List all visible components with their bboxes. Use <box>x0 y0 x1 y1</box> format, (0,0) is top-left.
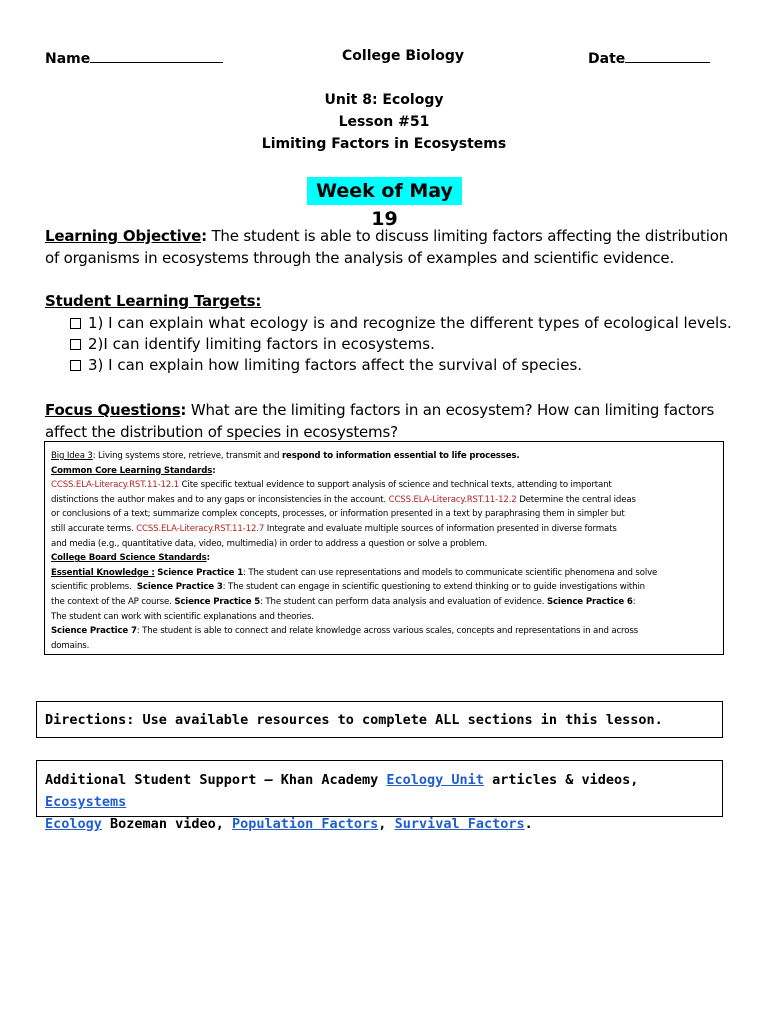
population-factors-link[interactable]: Population Factors <box>231 816 379 832</box>
practice-line: scientific problems. Science Practice 3: The student can engage in scientific questioning to extend thinking or to guide investigations within <box>51 582 645 593</box>
target-text-1: 1) I can explain what ecology is and recognize the different types of ecological levels. <box>88 314 732 332</box>
standard-line <box>51 478 717 493</box>
checkbox-3[interactable] <box>70 360 81 371</box>
course-title: College Biology <box>342 48 465 64</box>
standard-text: Determine the central ideas <box>519 494 636 505</box>
objective-text-1: The student is able to discuss limiting factors affecting the distribution <box>211 227 728 245</box>
practice-text: The student can perform data analysis and evaluation of evidence. <box>265 596 545 607</box>
standard-text: and media (e.g., quantitative data, video, multimedia) in order to address a question or solve a problem. <box>51 538 488 549</box>
practice-text: The student is able to connect and relate knowledge across various scales, concepts and representations in and across <box>142 626 638 637</box>
target-item[interactable] <box>70 334 435 355</box>
practice-line: Science Practice 7: The student is able to connect and relate knowledge across various scales, concepts and representations in and across <box>51 626 638 637</box>
name-field[interactable] <box>45 48 223 67</box>
objective-label: Learning Objective <box>45 227 202 245</box>
practice-text: scientific problems. <box>51 582 132 593</box>
target-text-2: 2)I can identify limiting factors in ecosystems. <box>88 335 435 353</box>
big-idea-label: Big Idea 3 <box>51 451 93 461</box>
target-item[interactable] <box>70 313 732 334</box>
practice-label: Science Practice 7 <box>51 626 137 637</box>
big-idea-line: Big Idea 3: Living systems store, retrieve, transmit and respond to information essential to life processes. <box>51 451 520 461</box>
practice-label: Science Practice 1 <box>157 567 244 578</box>
standard-code-1: CCSS.ELA-Literacy.RST.11-12.1 <box>51 480 180 491</box>
big-idea-text: Living systems store, retrieve, transmit and <box>98 451 280 461</box>
practice-label: Science Practice 5 <box>174 596 261 607</box>
target-item[interactable] <box>70 355 582 376</box>
ecosystems-ecology-link[interactable]: Ecosystems <box>45 794 127 810</box>
focus-text-2: affect the distribution of species in ecosystems? <box>45 423 398 441</box>
lesson-number: Lesson #51 <box>338 114 430 130</box>
standard-code-2: CCSS.ELA-Literacy.RST.11-12.2 <box>388 494 517 505</box>
date-blank[interactable] <box>625 48 710 63</box>
objective-text-2: of organisms in ecosystems through the analysis of examples and scientific evidence. <box>45 249 675 267</box>
support-text: Bozeman video, <box>110 816 224 832</box>
checkbox-1[interactable] <box>70 318 81 329</box>
practice-line <box>51 639 717 654</box>
practice-text: domains. <box>51 640 90 651</box>
standard-code-3: CCSS.ELA-Literacy.RST.11-12.7 <box>136 523 265 534</box>
ecosystems-ecology-link-cont[interactable]: Ecology <box>45 816 102 832</box>
standard-text: Cite specific textual evidence to support analysis of science and technical texts, attending to important <box>181 480 612 491</box>
standard-line <box>51 493 717 508</box>
practice-line: Essential Knowledge : Science Practice 1: The student can use representations and models to communicate scientific phenomena and solve <box>51 567 658 578</box>
lesson-title: Limiting Factors in Ecosystems <box>261 136 507 152</box>
practice-text: The student can work with scientific explanations and theories. <box>51 611 314 622</box>
focus-text-1: What are the limiting factors in an ecosystem? How can limiting factors <box>190 401 715 419</box>
standard-text: or conclusions of a text; summarize complex concepts, processes, or information presented in a text by paraphrasing them in simpler but <box>51 509 625 520</box>
standard-text: Integrate and evaluate multiple sources of information presented in diverse formats <box>266 523 617 534</box>
learning-objective: Learning Objective: The student is able to discuss limiting factors affecting the distribution of organisms in ecosystems through the analysis of examples and scientific evidence. <box>45 227 728 267</box>
support-box: Additional Student Support – Khan Academy Ecology Unit articles & videos, Ecosystems Ecology Bozeman video, Population Factors, Survival Factors. <box>36 760 723 817</box>
cb-heading: College Board Science Standards: <box>51 553 210 564</box>
practice-line: the context of the AP course. Science Practice 5: The student can perform data analysis and evaluation of evidence. Science Practice 6: <box>51 596 636 607</box>
cb-label: College Board Science Standards <box>51 553 207 564</box>
target-text-3: 3) I can explain how limiting factors affect the survival of species. <box>88 356 583 374</box>
support-end: . <box>524 816 533 832</box>
focus-label: Focus Questions <box>45 401 181 419</box>
week-banner: Week of May 19 <box>307 177 462 205</box>
name-label: Name <box>45 51 91 67</box>
big-idea-bold: respond to information essential to life processes. <box>281 451 520 461</box>
support-text: articles & videos, <box>492 772 639 788</box>
practice-line <box>51 610 717 625</box>
date-field[interactable] <box>588 48 710 67</box>
targets-heading <box>45 290 735 312</box>
standard-line <box>51 537 717 552</box>
name-blank[interactable] <box>90 48 223 63</box>
directions-box <box>36 701 723 738</box>
ecology-unit-link[interactable]: Ecology Unit <box>386 772 484 788</box>
ek-label: Essential Knowledge : <box>51 567 155 578</box>
standard-line <box>51 522 717 537</box>
support-prefix: Additional Student Support – Khan Academy <box>45 772 379 788</box>
practice-label: Science Practice 3 <box>136 582 223 593</box>
practice-text: the context of the AP course. <box>51 596 172 607</box>
directions-text: Directions: Use available resources to complete ALL sections in this lesson. <box>45 712 663 728</box>
standard-text: still accurate terms. <box>51 523 134 534</box>
standard-line <box>51 507 717 522</box>
unit-title: Unit 8: Ecology <box>324 92 444 108</box>
practice-label: Science Practice 6 <box>546 596 633 607</box>
checkbox-2[interactable] <box>70 339 81 350</box>
ccls-label: Common Core Learning Standards <box>51 465 213 476</box>
standards-box <box>44 441 724 655</box>
practice-text: The student can use representations and models to communicate scientific phenomena and solve <box>248 567 658 578</box>
survival-factors-link[interactable]: Survival Factors <box>394 816 525 832</box>
standard-text: distinctions the author makes and to any gaps or inconsistencies in the account. <box>51 494 386 505</box>
focus-questions: Focus Questions: What are the limiting factors in an ecosystem? How can limiting factors affect the distribution of species in ecosystems? <box>45 401 715 441</box>
date-label: Date <box>588 51 626 67</box>
ccls-heading: Common Core Learning Standards: <box>51 465 216 476</box>
targets-label: Student Learning Targets: <box>45 292 262 310</box>
practice-text: The student can engage in scientific questioning to extend thinking or to guide investigations within <box>228 582 645 593</box>
